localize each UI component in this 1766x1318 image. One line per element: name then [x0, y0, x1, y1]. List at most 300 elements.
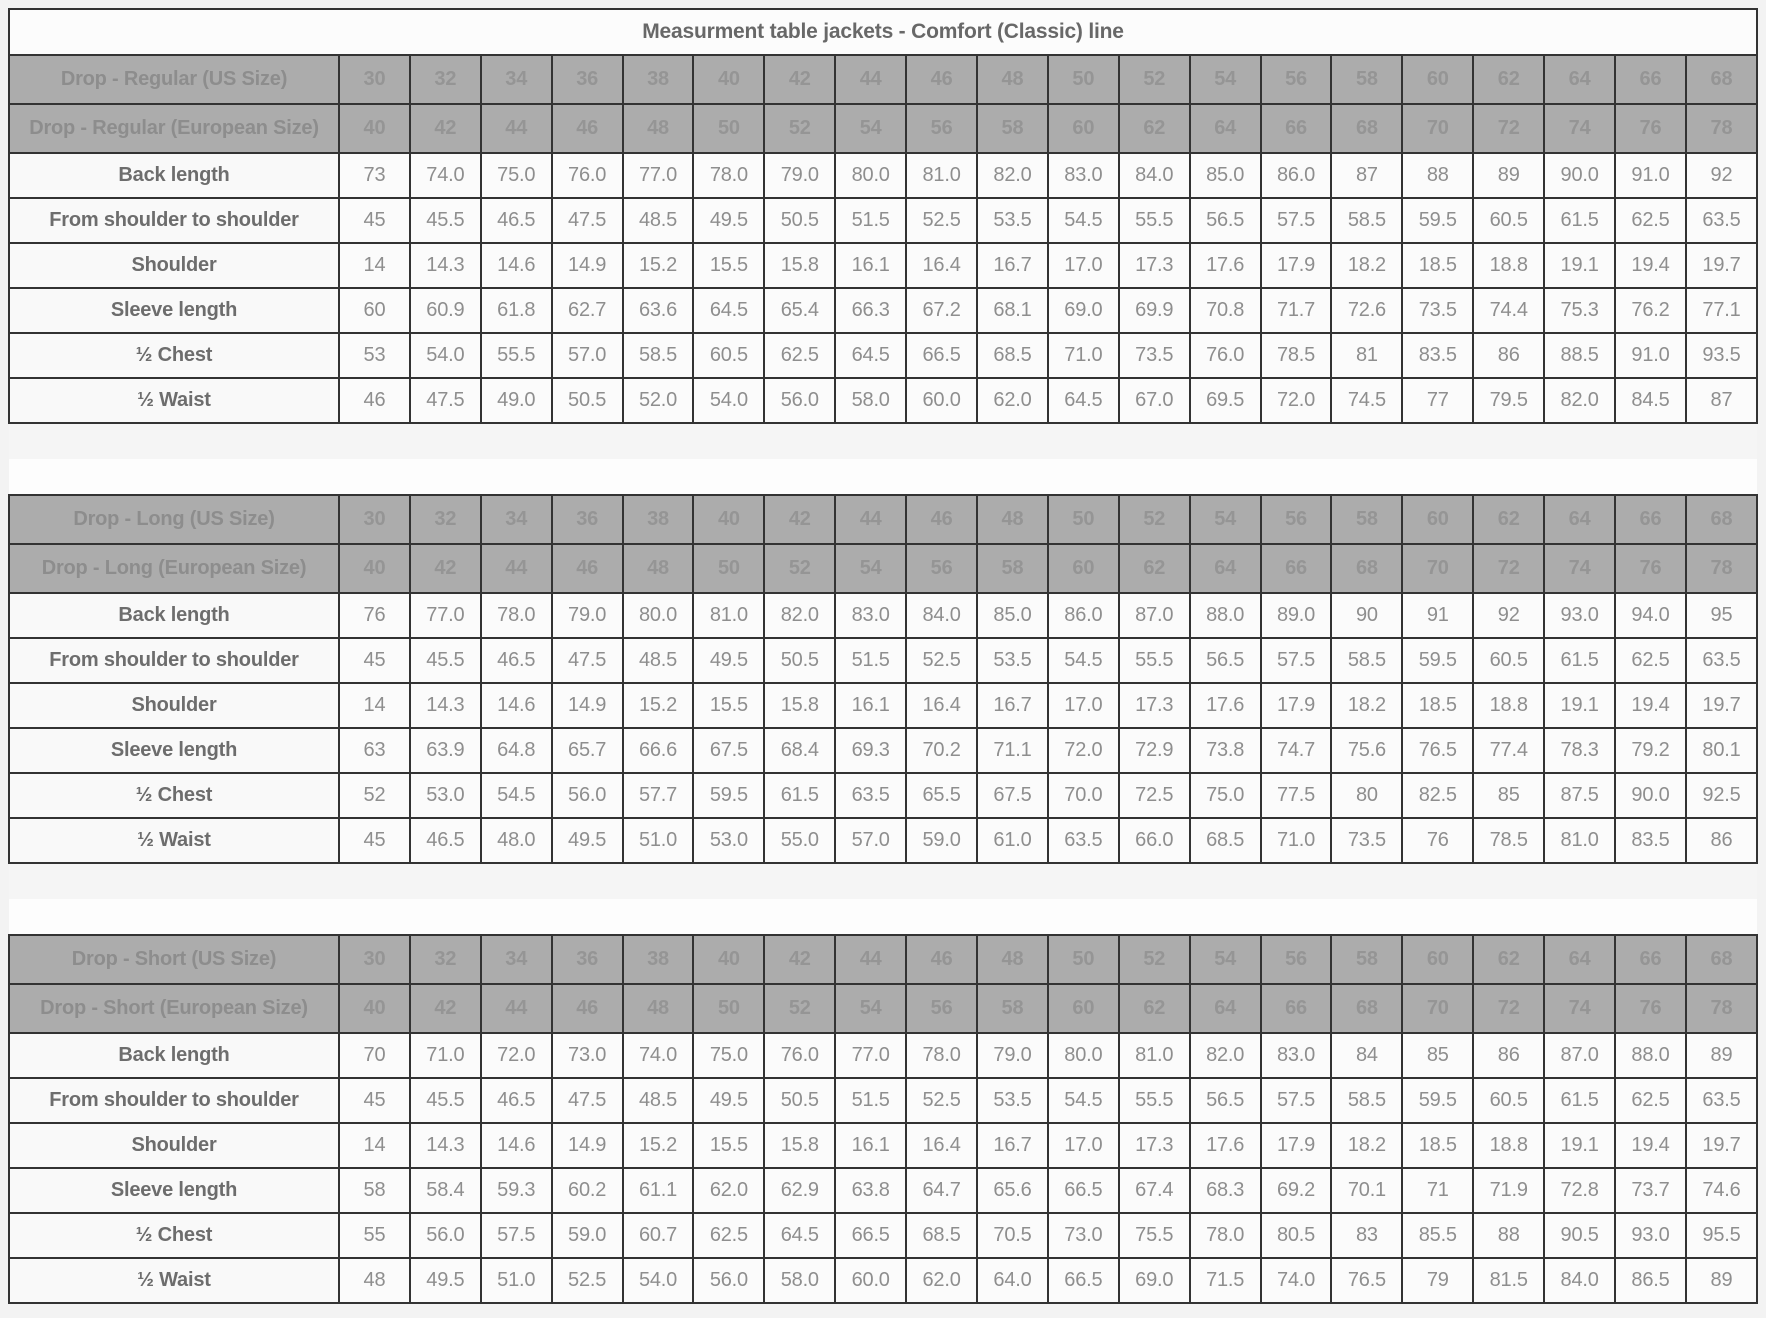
size-header-cell: 66	[1615, 935, 1686, 984]
value-cell: 92	[1473, 593, 1544, 638]
value-cell: 19.7	[1686, 683, 1757, 728]
value-cell: 77	[1402, 378, 1473, 423]
value-cell: 51.0	[623, 818, 694, 863]
value-cell: 60.0	[835, 1258, 906, 1303]
value-cell: 47.5	[552, 1078, 623, 1123]
value-cell: 63.5	[1686, 638, 1757, 683]
size-header-cell: 34	[481, 495, 552, 544]
value-cell: 65.5	[906, 773, 977, 818]
size-header-cell: 66	[1261, 104, 1332, 153]
value-cell: 83.5	[1402, 333, 1473, 378]
size-header-cell: 66	[1261, 544, 1332, 593]
value-cell: 79.0	[764, 153, 835, 198]
value-cell: 86	[1473, 1033, 1544, 1078]
value-cell: 74.7	[1261, 728, 1332, 773]
size-header-cell: 40	[693, 55, 764, 104]
value-cell: 71.0	[1261, 818, 1332, 863]
row-label: Shoulder	[9, 683, 339, 728]
value-cell: 47.5	[552, 638, 623, 683]
size-header-cell: 44	[481, 104, 552, 153]
size-header-cell: 58	[1331, 935, 1402, 984]
size-header-cell: 72	[1473, 544, 1544, 593]
value-cell: 89	[1473, 153, 1544, 198]
value-cell: 17.6	[1190, 683, 1261, 728]
measurement-row	[9, 198, 1757, 243]
value-cell: 50.5	[552, 378, 623, 423]
value-cell: 62.0	[977, 378, 1048, 423]
value-cell: 58.4	[410, 1168, 481, 1213]
value-cell: 54.5	[1048, 638, 1119, 683]
size-header-cell: 54	[1190, 55, 1261, 104]
value-cell: 17.3	[1119, 243, 1190, 288]
size-header-cell: 58	[1331, 55, 1402, 104]
value-cell: 78.0	[1190, 1213, 1261, 1258]
value-cell: 66.0	[1119, 818, 1190, 863]
section-drop-long	[9, 495, 1757, 863]
value-cell: 75.6	[1331, 728, 1402, 773]
measurement-row	[9, 288, 1757, 333]
size-header-cell: 32	[410, 495, 481, 544]
value-cell: 63.9	[410, 728, 481, 773]
size-header-cell: 68	[1331, 984, 1402, 1033]
value-cell: 14.6	[481, 683, 552, 728]
size-header-cell: 64	[1190, 984, 1261, 1033]
value-cell: 73.5	[1119, 333, 1190, 378]
value-cell: 83.0	[1261, 1033, 1332, 1078]
value-cell: 90	[1331, 593, 1402, 638]
value-cell: 17.9	[1261, 683, 1332, 728]
value-cell: 92	[1686, 153, 1757, 198]
value-cell: 78.0	[481, 593, 552, 638]
value-cell: 69.0	[1119, 1258, 1190, 1303]
size-header-cell: 58	[977, 104, 1048, 153]
measurement-table	[8, 8, 1758, 1304]
value-cell: 68.5	[977, 333, 1048, 378]
value-cell: 74.0	[410, 153, 481, 198]
value-cell: 16.1	[835, 683, 906, 728]
value-cell: 72.8	[1544, 1168, 1615, 1213]
value-cell: 85.5	[1402, 1213, 1473, 1258]
value-cell: 68.5	[1190, 818, 1261, 863]
size-header-cell: 40	[693, 935, 764, 984]
value-cell: 52.5	[552, 1258, 623, 1303]
value-cell: 87.0	[1119, 593, 1190, 638]
value-cell: 52.0	[623, 378, 694, 423]
value-cell: 45	[339, 1078, 410, 1123]
value-cell: 58.5	[1331, 198, 1402, 243]
value-cell: 16.4	[906, 243, 977, 288]
measurement-row	[9, 1078, 1757, 1123]
value-cell: 59.5	[1402, 1078, 1473, 1123]
size-header-cell: 74	[1544, 544, 1615, 593]
value-cell: 15.2	[623, 243, 694, 288]
value-cell: 58	[339, 1168, 410, 1213]
size-header-cell: 42	[410, 104, 481, 153]
row-label: ½ Chest	[9, 773, 339, 818]
measurement-row	[9, 1213, 1757, 1258]
size-header-cell: 56	[906, 544, 977, 593]
value-cell: 18.5	[1402, 683, 1473, 728]
measurement-row	[9, 1168, 1757, 1213]
value-cell: 51.5	[835, 1078, 906, 1123]
measurement-row	[9, 593, 1757, 638]
value-cell: 83.0	[835, 593, 906, 638]
size-header-cell: 32	[410, 935, 481, 984]
value-cell: 82.0	[977, 153, 1048, 198]
size-header-cell: 40	[693, 495, 764, 544]
value-cell: 51.0	[481, 1258, 552, 1303]
size-header-cell: 68	[1686, 935, 1757, 984]
value-cell: 73.0	[552, 1033, 623, 1078]
value-cell: 64.0	[977, 1258, 1048, 1303]
value-cell: 61.5	[1544, 198, 1615, 243]
value-cell: 58.5	[623, 333, 694, 378]
value-cell: 18.2	[1331, 1123, 1402, 1168]
size-header-cell: 64	[1190, 104, 1261, 153]
section-spacer	[9, 863, 1757, 935]
value-cell: 86.5	[1615, 1258, 1686, 1303]
value-cell: 87.0	[1544, 1033, 1615, 1078]
value-cell: 57.5	[1261, 198, 1332, 243]
value-cell: 69.0	[1048, 288, 1119, 333]
value-cell: 78.3	[1544, 728, 1615, 773]
spacer-row	[9, 863, 1757, 899]
size-header-cell: 70	[1402, 984, 1473, 1033]
value-cell: 84.0	[1544, 1258, 1615, 1303]
value-cell: 78.0	[906, 1033, 977, 1078]
value-cell: 14.9	[552, 683, 623, 728]
value-cell: 51.5	[835, 638, 906, 683]
value-cell: 82.0	[1190, 1033, 1261, 1078]
size-header-cell: 78	[1686, 984, 1757, 1033]
value-cell: 15.5	[693, 243, 764, 288]
value-cell: 49.5	[410, 1258, 481, 1303]
value-cell: 71.1	[977, 728, 1048, 773]
value-cell: 58.0	[835, 378, 906, 423]
value-cell: 66.5	[1048, 1258, 1119, 1303]
value-cell: 17.6	[1190, 243, 1261, 288]
value-cell: 85.0	[977, 593, 1048, 638]
value-cell: 70.1	[1331, 1168, 1402, 1213]
measurement-row	[9, 243, 1757, 288]
value-cell: 76.0	[764, 1033, 835, 1078]
value-cell: 57.7	[623, 773, 694, 818]
value-cell: 87.5	[1544, 773, 1615, 818]
value-cell: 71	[1402, 1168, 1473, 1213]
value-cell: 16.7	[977, 683, 1048, 728]
value-cell: 67.4	[1119, 1168, 1190, 1213]
size-header-cell: 58	[977, 544, 1048, 593]
value-cell: 70.0	[1048, 773, 1119, 818]
measurement-row	[9, 728, 1757, 773]
value-cell: 17.9	[1261, 243, 1332, 288]
row-label: Shoulder	[9, 243, 339, 288]
value-cell: 72.0	[481, 1033, 552, 1078]
value-cell: 55.0	[764, 818, 835, 863]
size-header-cell: 66	[1261, 984, 1332, 1033]
value-cell: 63.5	[835, 773, 906, 818]
value-cell: 67.0	[1119, 378, 1190, 423]
size-header-cell: 48	[977, 935, 1048, 984]
value-cell: 54.5	[481, 773, 552, 818]
value-cell: 52	[339, 773, 410, 818]
value-cell: 75.0	[481, 153, 552, 198]
row-label: Back length	[9, 593, 339, 638]
size-header-cell: 38	[623, 495, 694, 544]
value-cell: 64.5	[835, 333, 906, 378]
value-cell: 51.5	[835, 198, 906, 243]
size-header-cell: 36	[552, 495, 623, 544]
size-header-cell: 54	[835, 984, 906, 1033]
size-header-cell: 64	[1190, 544, 1261, 593]
value-cell: 56.5	[1190, 1078, 1261, 1123]
value-cell: 46.5	[481, 638, 552, 683]
value-cell: 17.3	[1119, 683, 1190, 728]
size-header-cell: 62	[1473, 495, 1544, 544]
value-cell: 17.6	[1190, 1123, 1261, 1168]
size-header-cell: 56	[1261, 55, 1332, 104]
value-cell: 48.0	[481, 818, 552, 863]
value-cell: 16.4	[906, 683, 977, 728]
value-cell: 64.5	[693, 288, 764, 333]
size-header-cell: 60	[1402, 935, 1473, 984]
value-cell: 81.0	[906, 153, 977, 198]
value-cell: 76.5	[1331, 1258, 1402, 1303]
size-header-cell: 50	[1048, 495, 1119, 544]
value-cell: 53.5	[977, 198, 1048, 243]
value-cell: 60.5	[1473, 638, 1544, 683]
value-cell: 62.7	[552, 288, 623, 333]
value-cell: 67.2	[906, 288, 977, 333]
value-cell: 75.0	[693, 1033, 764, 1078]
measurement-row	[9, 378, 1757, 423]
value-cell: 15.8	[764, 1123, 835, 1168]
size-header-cell: 56	[1261, 495, 1332, 544]
value-cell: 73.0	[1048, 1213, 1119, 1258]
value-cell: 14.6	[481, 243, 552, 288]
value-cell: 66.5	[835, 1213, 906, 1258]
value-cell: 79.0	[977, 1033, 1048, 1078]
value-cell: 60	[339, 288, 410, 333]
value-cell: 59.5	[693, 773, 764, 818]
size-header-cell: 30	[339, 935, 410, 984]
value-cell: 63.5	[1048, 818, 1119, 863]
size-header-cell: 60	[1402, 495, 1473, 544]
measurement-row	[9, 1123, 1757, 1168]
value-cell: 77.0	[835, 1033, 906, 1078]
value-cell: 57.5	[481, 1213, 552, 1258]
size-header-us-label: Drop - Short (US Size)	[9, 935, 339, 984]
value-cell: 65.4	[764, 288, 835, 333]
value-cell: 75.3	[1544, 288, 1615, 333]
value-cell: 88.0	[1615, 1033, 1686, 1078]
value-cell: 61.5	[1544, 638, 1615, 683]
value-cell: 68.3	[1190, 1168, 1261, 1213]
value-cell: 86.0	[1048, 593, 1119, 638]
size-header-cell: 70	[1402, 544, 1473, 593]
value-cell: 90.0	[1544, 153, 1615, 198]
value-cell: 84.0	[906, 593, 977, 638]
size-header-cell: 52	[764, 544, 835, 593]
row-label: Back length	[9, 1033, 339, 1078]
value-cell: 77.0	[623, 153, 694, 198]
value-cell: 60.5	[1473, 198, 1544, 243]
value-cell: 76.5	[1402, 728, 1473, 773]
value-cell: 91	[1402, 593, 1473, 638]
value-cell: 18.5	[1402, 1123, 1473, 1168]
value-cell: 72.6	[1331, 288, 1402, 333]
value-cell: 48.5	[623, 638, 694, 683]
value-cell: 82.5	[1402, 773, 1473, 818]
value-cell: 80	[1331, 773, 1402, 818]
size-header-cell: 52	[764, 104, 835, 153]
size-header-cell: 46	[552, 104, 623, 153]
value-cell: 14.3	[410, 683, 481, 728]
value-cell: 64.7	[906, 1168, 977, 1213]
spacer-row	[9, 459, 1757, 495]
value-cell: 62.9	[764, 1168, 835, 1213]
page-title: Measurment table jackets - Comfort (Classic) line	[9, 9, 1757, 55]
value-cell: 45	[339, 198, 410, 243]
value-cell: 89	[1686, 1033, 1757, 1078]
value-cell: 84.0	[1119, 153, 1190, 198]
value-cell: 84	[1331, 1033, 1402, 1078]
value-cell: 81.0	[1119, 1033, 1190, 1078]
size-header-cell: 70	[1402, 104, 1473, 153]
size-header-eu-row	[9, 984, 1757, 1033]
value-cell: 60.0	[906, 378, 977, 423]
value-cell: 88.0	[1190, 593, 1261, 638]
spacer-row	[9, 423, 1757, 459]
value-cell: 17.9	[1261, 1123, 1332, 1168]
value-cell: 18.8	[1473, 243, 1544, 288]
value-cell: 55.5	[1119, 1078, 1190, 1123]
value-cell: 73.7	[1615, 1168, 1686, 1213]
size-header-cell: 36	[552, 55, 623, 104]
value-cell: 45	[339, 818, 410, 863]
size-header-cell: 40	[339, 984, 410, 1033]
value-cell: 81	[1331, 333, 1402, 378]
size-header-cell: 60	[1402, 55, 1473, 104]
size-header-cell: 56	[906, 104, 977, 153]
value-cell: 18.8	[1473, 683, 1544, 728]
value-cell: 15.8	[764, 243, 835, 288]
value-cell: 77.5	[1261, 773, 1332, 818]
size-header-cell: 52	[1119, 935, 1190, 984]
value-cell: 15.2	[623, 683, 694, 728]
size-header-cell: 76	[1615, 104, 1686, 153]
value-cell: 47.5	[552, 198, 623, 243]
row-label: Sleeve length	[9, 1168, 339, 1213]
value-cell: 92.5	[1686, 773, 1757, 818]
size-header-cell: 56	[1261, 935, 1332, 984]
value-cell: 18.2	[1331, 243, 1402, 288]
value-cell: 60.5	[1473, 1078, 1544, 1123]
value-cell: 78.5	[1261, 333, 1332, 378]
value-cell: 73	[339, 153, 410, 198]
value-cell: 62.0	[906, 1258, 977, 1303]
value-cell: 14	[339, 243, 410, 288]
value-cell: 50.5	[764, 1078, 835, 1123]
value-cell: 62.5	[693, 1213, 764, 1258]
value-cell: 70.8	[1190, 288, 1261, 333]
size-header-cell: 44	[481, 984, 552, 1033]
value-cell: 83.0	[1048, 153, 1119, 198]
value-cell: 76	[339, 593, 410, 638]
size-header-cell: 74	[1544, 104, 1615, 153]
size-header-cell: 62	[1119, 104, 1190, 153]
size-header-cell: 30	[339, 495, 410, 544]
measurement-row	[9, 1033, 1757, 1078]
value-cell: 81.5	[1473, 1258, 1544, 1303]
value-cell: 66.5	[1048, 1168, 1119, 1213]
value-cell: 73.8	[1190, 728, 1261, 773]
value-cell: 14.3	[410, 243, 481, 288]
size-header-cell: 44	[835, 935, 906, 984]
size-header-us-label: Drop - Long (US Size)	[9, 495, 339, 544]
row-label: ½ Waist	[9, 818, 339, 863]
value-cell: 71.0	[410, 1033, 481, 1078]
value-cell: 69.2	[1261, 1168, 1332, 1213]
value-cell: 69.5	[1190, 378, 1261, 423]
value-cell: 76.0	[552, 153, 623, 198]
value-cell: 18.2	[1331, 683, 1402, 728]
size-header-cell: 42	[410, 984, 481, 1033]
size-header-cell: 54	[835, 104, 906, 153]
value-cell: 52.5	[906, 638, 977, 683]
value-cell: 68.4	[764, 728, 835, 773]
value-cell: 68.1	[977, 288, 1048, 333]
value-cell: 72.0	[1261, 378, 1332, 423]
value-cell: 85.0	[1190, 153, 1261, 198]
value-cell: 57.0	[835, 818, 906, 863]
value-cell: 60.2	[552, 1168, 623, 1213]
value-cell: 56.0	[764, 378, 835, 423]
value-cell: 90.5	[1544, 1213, 1615, 1258]
value-cell: 55.5	[1119, 198, 1190, 243]
size-header-cell: 58	[977, 984, 1048, 1033]
value-cell: 15.5	[693, 1123, 764, 1168]
value-cell: 50.5	[764, 638, 835, 683]
value-cell: 17.3	[1119, 1123, 1190, 1168]
measurement-row	[9, 333, 1757, 378]
size-header-cell: 54	[1190, 495, 1261, 544]
value-cell: 66.5	[906, 333, 977, 378]
value-cell: 71.7	[1261, 288, 1332, 333]
size-header-cell: 60	[1048, 104, 1119, 153]
row-label: ½ Waist	[9, 1258, 339, 1303]
size-header-cell: 46	[906, 935, 977, 984]
value-cell: 53.0	[693, 818, 764, 863]
value-cell: 70.5	[977, 1213, 1048, 1258]
value-cell: 67.5	[693, 728, 764, 773]
value-cell: 69.3	[835, 728, 906, 773]
value-cell: 69.9	[1119, 288, 1190, 333]
value-cell: 65.6	[977, 1168, 1048, 1213]
value-cell: 15.5	[693, 683, 764, 728]
value-cell: 62.5	[764, 333, 835, 378]
value-cell: 48.5	[623, 1078, 694, 1123]
value-cell: 60.7	[623, 1213, 694, 1258]
row-label: ½ Waist	[9, 378, 339, 423]
value-cell: 63.5	[1686, 1078, 1757, 1123]
value-cell: 61.1	[623, 1168, 694, 1213]
value-cell: 63.5	[1686, 198, 1757, 243]
size-header-cell: 36	[552, 935, 623, 984]
row-label: From shoulder to shoulder	[9, 1078, 339, 1123]
value-cell: 15.2	[623, 1123, 694, 1168]
size-header-cell: 50	[1048, 935, 1119, 984]
